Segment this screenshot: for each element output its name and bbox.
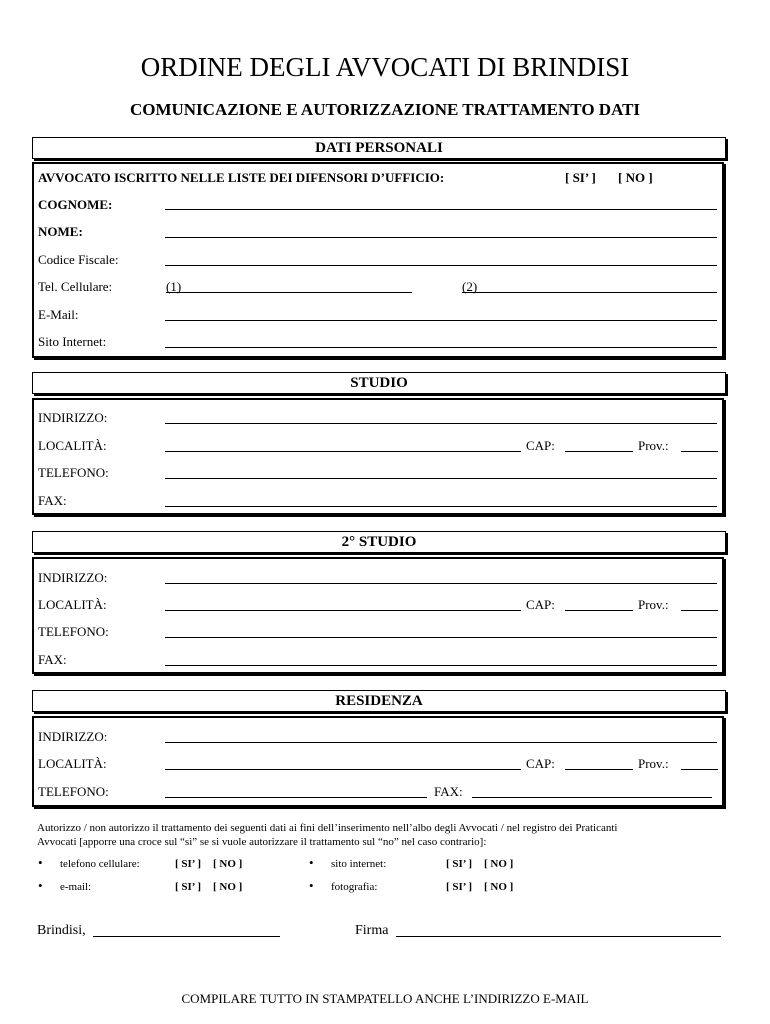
residenza-localita-label: LOCALITÀ: bbox=[38, 756, 107, 771]
email-field[interactable] bbox=[165, 320, 717, 321]
bullet-icon: • bbox=[38, 855, 43, 870]
studio-cap-label: CAP: bbox=[526, 438, 555, 453]
nome-label: NOME: bbox=[38, 224, 83, 239]
studio2-localita-label: LOCALITÀ: bbox=[38, 597, 107, 612]
studio-fax-label: FAX: bbox=[38, 493, 67, 508]
bullet-icon: • bbox=[38, 878, 43, 893]
studio2-prov-field[interactable] bbox=[681, 610, 718, 611]
consent-telefono-label: telefono cellulare: bbox=[60, 858, 140, 870]
studio2-localita-field[interactable] bbox=[165, 610, 521, 611]
nome-field[interactable] bbox=[165, 237, 717, 238]
studio2-prov-label: Prov.: bbox=[638, 597, 669, 612]
sito-internet-label: Sito Internet: bbox=[38, 334, 107, 349]
consent-telefono-yes[interactable]: [ SI’ ] bbox=[175, 858, 202, 870]
studio2-telefono-field[interactable] bbox=[165, 637, 717, 638]
consent-text-line2: Avvocati [apporre una croce sul “sì” se si vuole autorizzare il trattamento sul “no” nel caso contrario]: bbox=[37, 836, 487, 848]
residenza-indirizzo-field[interactable] bbox=[165, 742, 717, 743]
brindisi-label: Brindisi, bbox=[37, 923, 86, 938]
consent-fotografia-no[interactable]: [ NO ] bbox=[484, 881, 514, 893]
codice-fiscale-field[interactable] bbox=[165, 265, 717, 266]
section-header-studio-2: 2° STUDIO bbox=[32, 531, 726, 553]
residenza-fax-field[interactable] bbox=[472, 797, 712, 798]
section-box-dati-personali bbox=[32, 162, 724, 358]
sito-internet-field[interactable] bbox=[165, 347, 717, 348]
studio2-cap-field[interactable] bbox=[565, 610, 633, 611]
bullet-icon: • bbox=[309, 855, 314, 870]
cognome-label: COGNOME: bbox=[38, 197, 113, 212]
section-box-studio-2 bbox=[32, 557, 724, 674]
difensori-yes-option[interactable]: [ SI’ ] bbox=[565, 170, 596, 185]
studio2-fax-field[interactable] bbox=[165, 665, 717, 666]
consent-fotografia-yes[interactable]: [ SI’ ] bbox=[446, 881, 473, 893]
residenza-cap-label: CAP: bbox=[526, 756, 555, 771]
studio-telefono-field[interactable] bbox=[165, 478, 717, 479]
residenza-localita-field[interactable] bbox=[165, 769, 521, 770]
document-title: ORDINE DEGLI AVVOCATI DI BRINDISI bbox=[140, 52, 630, 82]
residenza-cap-field[interactable] bbox=[565, 769, 633, 770]
consent-text-line1: Autorizzo / non autorizzo il trattamento dei seguenti dati ai fini dell’inserimento nell’albo degli Avvocati / nel registro dei Praticanti bbox=[37, 822, 618, 834]
residenza-telefono-label: TELEFONO: bbox=[38, 784, 109, 799]
email-label: E-Mail: bbox=[38, 307, 79, 322]
bullet-icon: • bbox=[309, 878, 314, 893]
studio-prov-field[interactable] bbox=[681, 451, 718, 452]
studio-cap-field[interactable] bbox=[565, 451, 633, 452]
studio-prov-label: Prov.: bbox=[638, 438, 669, 453]
section-header-residenza: RESIDENZA bbox=[32, 690, 726, 712]
cognome-field[interactable] bbox=[165, 209, 717, 210]
document-subtitle: COMUNICAZIONE E AUTORIZZAZIONE TRATTAMENTO DATI bbox=[129, 100, 641, 119]
footer-instruction: COMPILARE TUTTO IN STAMPATELLO ANCHE L’INDIRIZZO E-MAIL bbox=[181, 991, 589, 1006]
residenza-fax-label: FAX: bbox=[434, 784, 463, 799]
studio-localita-label: LOCALITÀ: bbox=[38, 438, 107, 453]
studio2-cap-label: CAP: bbox=[526, 597, 555, 612]
studio-telefono-label: TELEFONO: bbox=[38, 465, 109, 480]
tel-1-field[interactable] bbox=[166, 292, 412, 293]
section-header-studio: STUDIO bbox=[32, 372, 726, 394]
tel-1-marker: (1) bbox=[166, 279, 182, 294]
studio2-fax-label: FAX: bbox=[38, 652, 67, 667]
studio-indirizzo-field[interactable] bbox=[165, 423, 717, 424]
studio-indirizzo-label: INDIRIZZO: bbox=[38, 410, 108, 425]
consent-fotografia-label: fotografia: bbox=[331, 881, 378, 893]
consent-sito-label: sito internet: bbox=[331, 858, 387, 870]
consent-email-yes[interactable]: [ SI’ ] bbox=[175, 881, 202, 893]
firma-label: Firma bbox=[355, 923, 389, 938]
difensori-question: AVVOCATO ISCRITTO NELLE LISTE DEI DIFENSORI D’UFFICIO: bbox=[38, 170, 445, 185]
consent-sito-yes[interactable]: [ SI’ ] bbox=[446, 858, 473, 870]
tel-2-field[interactable] bbox=[462, 292, 717, 293]
studio2-indirizzo-label: INDIRIZZO: bbox=[38, 570, 108, 585]
consent-telefono-no[interactable]: [ NO ] bbox=[213, 858, 243, 870]
studio-localita-field[interactable] bbox=[165, 451, 521, 452]
section-box-studio bbox=[32, 398, 724, 515]
residenza-prov-label: Prov.: bbox=[638, 756, 669, 771]
firma-field[interactable] bbox=[396, 936, 721, 937]
tel-cellulare-label: Tel. Cellulare: bbox=[38, 279, 113, 294]
residenza-indirizzo-label: INDIRIZZO: bbox=[38, 729, 108, 744]
date-field[interactable] bbox=[93, 936, 280, 937]
consent-email-label: e-mail: bbox=[60, 881, 92, 893]
residenza-prov-field[interactable] bbox=[681, 769, 718, 770]
residenza-telefono-field[interactable] bbox=[165, 797, 427, 798]
consent-sito-no[interactable]: [ NO ] bbox=[484, 858, 514, 870]
tel-2-marker: (2) bbox=[462, 279, 478, 294]
difensori-no-option[interactable]: [ NO ] bbox=[618, 170, 653, 185]
section-header-dati-personali: DATI PERSONALI bbox=[32, 137, 726, 159]
consent-email-no[interactable]: [ NO ] bbox=[213, 881, 243, 893]
section-box-residenza bbox=[32, 716, 724, 807]
studio-fax-field[interactable] bbox=[165, 506, 717, 507]
studio2-indirizzo-field[interactable] bbox=[165, 583, 717, 584]
codice-fiscale-label: Codice Fiscale: bbox=[38, 252, 119, 267]
studio2-telefono-label: TELEFONO: bbox=[38, 624, 109, 639]
